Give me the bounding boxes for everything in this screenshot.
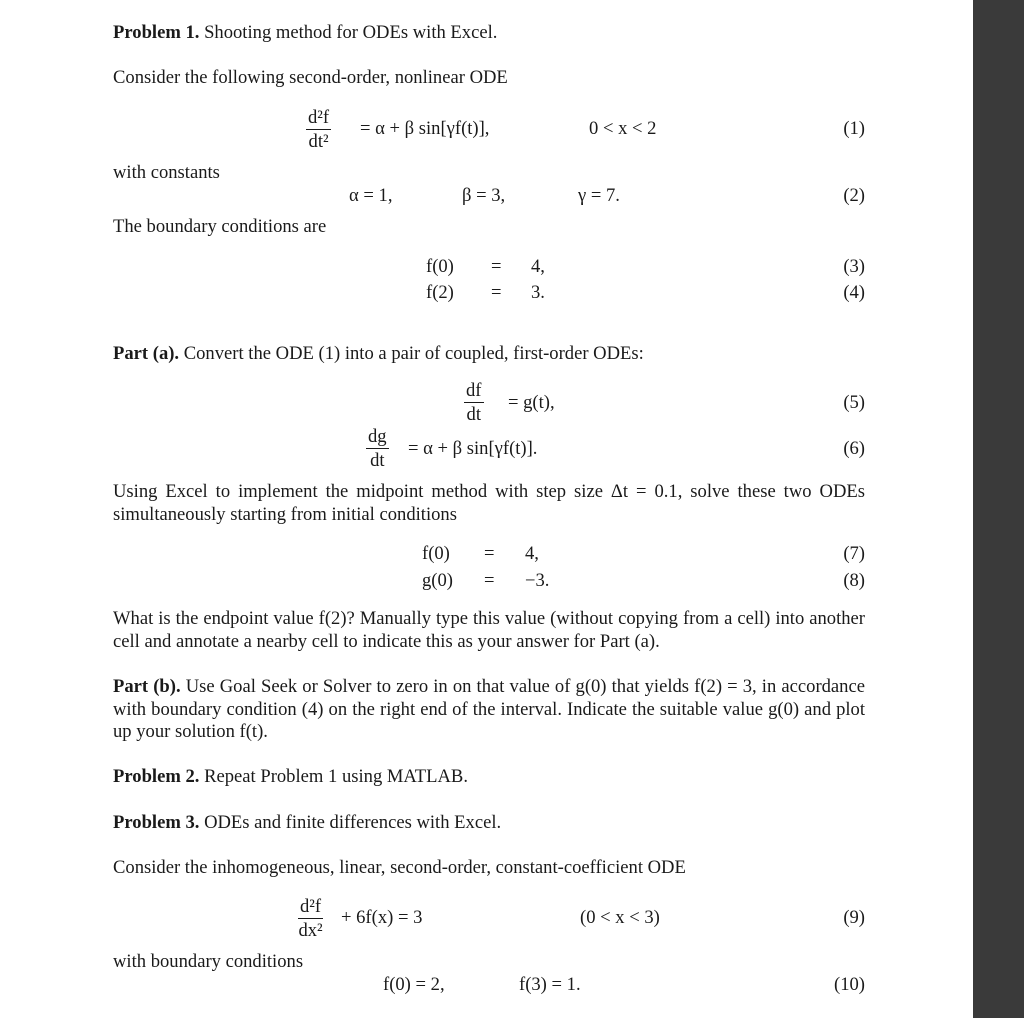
eq5-number: (5) — [843, 392, 865, 413]
eq2-alpha: α = 1, — [349, 185, 393, 206]
problem3-bc-text: with boundary conditions — [113, 951, 304, 972]
eq6-fraction: $\frac{dg}{dt}$ — [368, 426, 387, 471]
eq6-number: (6) — [843, 438, 865, 459]
eq9-number: (9) — [843, 907, 865, 928]
eq9-rhs: + 6f(x) = 3 — [341, 907, 423, 928]
eq8-lhs: g(0) — [422, 570, 453, 591]
eq8-number: (8) — [843, 570, 865, 591]
bc-text: The boundary conditions are — [113, 216, 327, 237]
eq1-domain: 0 < x < 2 — [589, 118, 657, 139]
eq8-rhs: −3. — [525, 570, 550, 591]
constants-text: with constants — [113, 162, 220, 183]
problem2: Problem 2. Repeat Problem 1 using MATLAB. — [113, 766, 468, 787]
viewer-scrollbar[interactable] — [973, 0, 1024, 1018]
problem1-intro: Consider the following second-order, nonlinear ODE — [113, 67, 508, 88]
eq3-number: (3) — [843, 256, 865, 277]
eq1-number: (1) — [843, 118, 865, 139]
eq7-equals: = — [484, 543, 495, 564]
eq10-right: f(3) = 1. — [519, 974, 581, 995]
eq3-equals: = — [491, 256, 502, 277]
eq10-left: f(0) = 2, — [383, 974, 445, 995]
problem1-heading: Problem 1. Shooting method for ODEs with Excel. — [113, 22, 498, 43]
eq6-rhs: = α + β sin[γf(t)]. — [408, 438, 538, 459]
eq4-equals: = — [491, 282, 502, 303]
eq1-fraction: $\frac{\text{d²f}}{\text{dt²}}$ — [308, 107, 330, 152]
eq9-fraction: $\frac{\text{d²f}}{\text{dx²}}$ — [298, 896, 323, 941]
eq4-lhs: f(2) — [426, 282, 454, 303]
eq8-equals: = — [484, 570, 495, 591]
eq3-rhs: 4, — [531, 256, 545, 277]
eq2-number: (2) — [843, 185, 865, 206]
part-a-text1: Using Excel to implement the midpoint method with step size Δt = 0.1, solve these two ODEs simultaneously starting from initial conditions — [113, 481, 865, 525]
eq7-number: (7) — [843, 543, 865, 564]
eq3-lhs: f(0) — [426, 256, 454, 277]
eq5-rhs: = g(t), — [508, 392, 555, 413]
part-a-text2: What is the endpoint value f(2)? Manually type this value (without copying from a cell) into another cell and annotate a nearby cell to indicate this as your answer for Part (a). — [113, 608, 865, 652]
part-a-intro: Part (a). Convert the ODE (1) into a pair of coupled, first-order ODEs: — [113, 343, 644, 364]
eq2-beta: β = 3, — [462, 185, 506, 206]
eq1-rhs: = α + β sin[γf(t)], — [360, 118, 490, 139]
eq2-gamma: γ = 7. — [578, 185, 620, 206]
eq7-lhs: f(0) — [422, 543, 450, 564]
eq7-rhs: 4, — [525, 543, 539, 564]
part-b-text: Part (b). Use Goal Seek or Solver to zero in on that value of g(0) that yields f(2) = 3, in accordance with boundary condition (4) on the right end of the interval. Indicate the suitable value g(0) and plot up your solution f(t). — [113, 676, 865, 742]
problem3-heading: Problem 3. ODEs and finite differences with Excel. — [113, 812, 502, 833]
eq9-domain: (0 < x < 3) — [580, 907, 660, 928]
eq4-rhs: 3. — [531, 282, 545, 303]
problem3-intro: Consider the inhomogeneous, linear, second-order, constant-coefficient ODE — [113, 857, 686, 878]
eq10-number: (10) — [834, 974, 865, 995]
eq4-number: (4) — [843, 282, 865, 303]
eq5-fraction: $\frac{df}{dt}$ — [466, 380, 482, 425]
